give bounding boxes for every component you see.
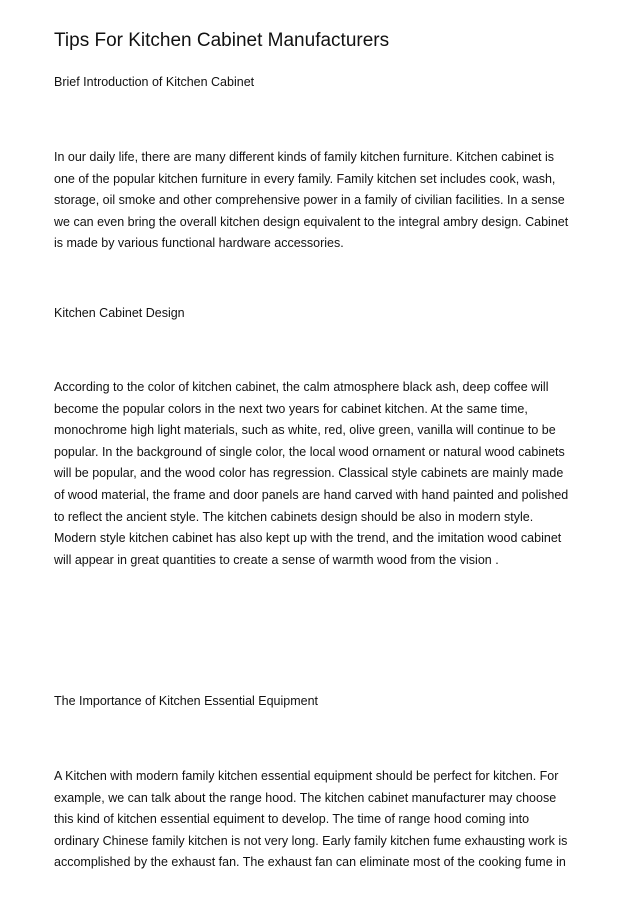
paragraph-line: become the popular colors in the next two years for cabinet kitchen. At the same time, <box>54 401 528 416</box>
paragraph-line: to reflect the ancient style. The kitchen cabinets design should be also in modern style. <box>54 509 534 524</box>
section-heading-cabinet-design: Kitchen Cabinet Design <box>54 306 185 320</box>
section-heading-brief-introduction: Brief Introduction of Kitchen Cabinet <box>54 75 255 89</box>
paragraph-line: we can even bring the overall kitchen design equivalent to the integral ambry design. Cabinet <box>54 214 569 229</box>
paragraph-line: monochrome high light materials, such as white, red, olive green, vanilla will continue to be <box>54 423 556 438</box>
section-paragraph-brief-introduction <box>54 147 594 255</box>
paragraph-line: will be popular, and the wood color has regression. Classical style cabinets are mainly made <box>54 466 564 481</box>
paragraph-line: storage, oil smoke and other comprehensive power in a family of civilian facilities. In a sense <box>54 193 565 208</box>
section-paragraph-essential-equipment <box>54 766 594 874</box>
paragraph-line: In our daily life, there are many different kinds of family kitchen furniture. Kitchen cabinet is <box>54 150 555 164</box>
paragraph-line: According to the color of kitchen cabinet, the calm atmosphere black ash, deep coffee will <box>54 380 549 394</box>
paragraph-line: of wood material, the frame and door panels are hand carved with hand painted and polished <box>54 487 569 502</box>
document-title: Tips For Kitchen Cabinet Manufacturers <box>54 30 390 51</box>
paragraph-line: Modern style kitchen cabinet has also kept up with the trend, and the imitation wood cabinet <box>54 531 562 546</box>
paragraph-line: will appear in great quantities to create a sense of warmth wood from the vision . <box>54 552 499 567</box>
paragraph-line: this kind of kitchen essential equiment to develop. The time of range hood coming into <box>54 812 530 827</box>
paragraph-line: ordinary Chinese family kitchen is not very long. Early family kitchen fume exhausting work is <box>54 833 568 848</box>
paragraph-line: A Kitchen with modern family kitchen essential equipment should be perfect for kitchen. For <box>54 769 559 783</box>
paragraph-line: example, we can talk about the range hood. The kitchen cabinet manufacturer may choose <box>54 790 557 805</box>
section-heading-essential-equipment: The Importance of Kitchen Essential Equipment <box>54 694 319 708</box>
section-paragraph-cabinet-design <box>54 377 594 571</box>
paragraph-line: one of the popular kitchen furniture in every family. Family kitchen set includes cook, wash, <box>54 171 556 186</box>
paragraph-line: is made by various functional hardware accessories. <box>54 236 344 251</box>
paragraph-line: accomplished by the exhaust fan. The exhaust fan can eliminate most of the cooking fume in <box>54 855 566 870</box>
paragraph-line: popular. In the background of single color, the local wood ornament or natural wood cabinets <box>54 444 565 459</box>
